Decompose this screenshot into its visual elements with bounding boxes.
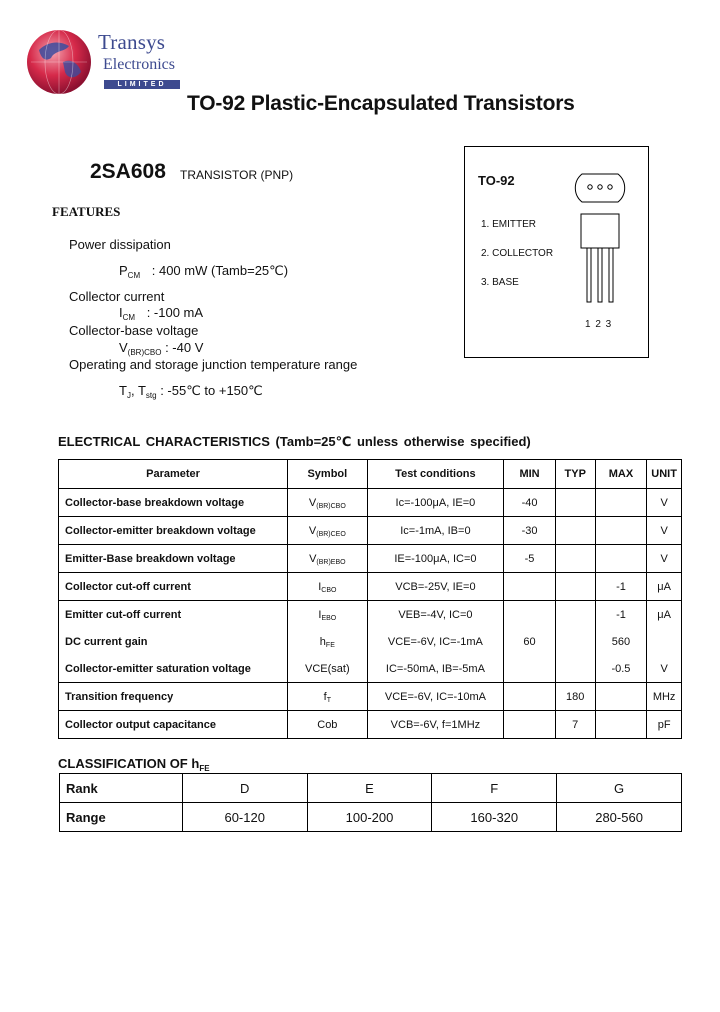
ec-table-row [59,545,682,573]
pcm-value: : 400 mW (Tamb=25℃) [151,263,289,278]
rank-g: G [557,774,682,803]
symbol-subscript: CBO [321,586,337,594]
conditions-cell: VCE=-6V, IC=-10mA [367,683,504,711]
classification-heading [58,756,210,771]
symbol-main: h [319,635,326,648]
header-typ: TYP [555,460,595,489]
typ-cell: 180 [555,683,595,711]
unit-cell: μA [647,573,682,601]
header-parameter: Parameter [59,460,288,489]
unit-cell: V [647,655,682,683]
range-g: 280-560 [557,803,682,832]
symbol-subscript: (BR)EBO [316,558,346,566]
brand-limited-bar: LIMITED [104,80,180,89]
package-title: TO-92 [478,173,515,188]
symbol-cell [288,573,368,601]
symbol-main: V [308,496,317,509]
ec-table-row [59,655,682,683]
unit-cell: V [647,517,682,545]
symbol-cell [288,711,368,739]
header-symbol: Symbol [288,460,368,489]
typ-cell: 7 [555,711,595,739]
tj-symbol: T [119,383,127,398]
unit-cell [647,628,682,655]
vcbo-line [119,340,203,355]
unit-cell: μA [647,601,682,629]
parameter-cell: Emitter-Base breakdown voltage [59,545,288,573]
symbol-main: Cob [317,718,338,731]
unit-cell: pF [647,711,682,739]
ec-table-row [59,683,682,711]
max-cell [595,517,647,545]
min-cell [504,655,556,683]
symbol-main: V [308,524,317,537]
rank-d: D [182,774,307,803]
symbol-cell [288,517,368,545]
parameter-cell: Collector-base breakdown voltage [59,489,288,517]
symbol-main: I [318,608,322,621]
conditions-cell: IE=-100μA, IC=0 [367,545,504,573]
typ-cell [555,573,595,601]
symbol-cell [288,683,368,711]
typ-cell [555,545,595,573]
symbol-cell [288,601,368,629]
icm-value: : -100 mA [146,305,204,320]
classification-heading-sub: FE [199,764,210,773]
vcbo-symbol: V [119,340,128,355]
parameter-cell: DC current gain [59,628,288,655]
symbol-main: I [318,580,322,593]
tstg-symbol: , T [130,383,146,398]
brand-name: Transys [98,30,166,54]
max-cell: -1 [595,573,647,601]
conditions-cell: VCB=-25V, IE=0 [367,573,504,601]
conditions-cell: VCE=-6V, IC=-1mA [367,628,504,655]
parameter-cell: Collector cut-off current [59,573,288,601]
range-d: 60-120 [182,803,307,832]
min-cell: -40 [504,489,556,517]
power-dissipation-label: Power dissipation [69,237,171,252]
globe-logo-icon [25,28,93,96]
max-cell: -0.5 [595,655,647,683]
rank-f: F [432,774,557,803]
icm-symbol: I [119,305,123,320]
temperature-value: : -55℃ to +150℃ [160,383,263,398]
min-cell: -30 [504,517,556,545]
max-cell [595,683,647,711]
classification-heading-text: CLASSIFICATION OF h [58,756,200,771]
conditions-cell: Ic=-100μA, IE=0 [367,489,504,517]
classification-table [59,773,682,832]
typ-cell [555,601,595,629]
rank-row [60,774,682,803]
collector-current-label: Collector current [69,289,165,304]
brand-subtitle: Electronics [103,56,175,73]
icm-subscript: CM [122,313,136,322]
parameter-cell: Collector output capacitance [59,711,288,739]
header-conditions: Test conditions [367,460,504,489]
symbol-subscript: FE [325,641,335,649]
cb-voltage-label: Collector-base voltage [69,323,199,338]
parameter-cell: Collector-emitter saturation voltage [59,655,288,683]
min-cell [504,711,556,739]
conditions-cell: VCB=-6V, f=1MHz [367,711,504,739]
parameter-cell: Transition frequency [59,683,288,711]
symbol-cell [288,628,368,655]
tj-subscript: J [126,391,131,400]
ec-header-row [59,460,682,489]
symbol-main: f [323,690,327,703]
header-max: MAX [595,460,647,489]
pin-label-collector: 2. COLLECTOR [481,248,554,259]
min-cell [504,573,556,601]
typ-cell [555,489,595,517]
typ-cell [555,517,595,545]
part-type: TRANSISTOR (PNP) [180,168,294,182]
tstg-subscript: stg [145,391,157,400]
unit-cell: V [647,545,682,573]
ec-table-row [59,573,682,601]
document-title: TO-92 Plastic-Encapsulated Transistors [187,92,575,115]
range-e: 100-200 [307,803,432,832]
rank-label: Rank [60,774,183,803]
ec-table-row [59,711,682,739]
header-min: MIN [504,460,556,489]
min-cell [504,683,556,711]
min-cell: 60 [504,628,556,655]
max-cell [595,489,647,517]
symbol-cell [288,489,368,517]
conditions-cell: VEB=-4V, IC=0 [367,601,504,629]
symbol-subscript: T [326,696,332,704]
unit-cell: V [647,489,682,517]
part-number: 2SA608 [90,160,166,183]
range-row [60,803,682,832]
typ-cell [555,655,595,683]
vcbo-value: : -40 V [165,340,204,355]
ec-table-row [59,628,682,655]
ec-table [58,459,682,739]
conditions-cell: Ic=-1mA, IB=0 [367,517,504,545]
conditions-cell: IC=-50mA, IB=-5mA [367,655,504,683]
ec-table-row [59,517,682,545]
range-f: 160-320 [432,803,557,832]
pcm-line [119,263,288,279]
typ-cell [555,628,595,655]
to92-package-drawing [574,168,626,308]
ec-table-row [59,601,682,629]
symbol-subscript: (BR)CBO [316,502,346,510]
pcm-subscript: CM [127,271,141,280]
ec-table-row [59,489,682,517]
symbol-subscript: EBO [321,614,337,622]
icm-line [119,305,203,320]
pin-label-emitter: 1. EMITTER [481,219,537,230]
max-cell: 560 [595,628,647,655]
features-heading: FEATURES [52,204,121,219]
parameter-cell: Emitter cut-off current [59,601,288,629]
vcbo-subscript: (BR)CBO [127,348,162,357]
pin-numbers: 1 2 3 [585,319,612,330]
unit-cell: MHz [647,683,682,711]
max-cell [595,711,647,739]
min-cell: -5 [504,545,556,573]
rank-e: E [307,774,432,803]
max-cell: -1 [595,601,647,629]
temperature-line [119,383,263,399]
pcm-symbol: P [119,263,128,278]
parameter-cell: Collector-emitter breakdown voltage [59,517,288,545]
symbol-cell [288,545,368,573]
symbol-cell [288,655,368,683]
temperature-label: Operating and storage junction temperature range [69,357,358,372]
pin-label-base: 3. BASE [481,277,519,288]
symbol-subscript: (BR)CEO [316,530,346,538]
symbol-main: VCE(sat) [305,662,350,675]
max-cell [595,545,647,573]
range-label: Range [60,803,183,832]
ec-heading: ELECTRICAL CHARACTERISTICS (Tamb=25℃ unless otherwise specified) [58,434,531,449]
symbol-main: V [309,552,317,565]
min-cell [504,601,556,629]
header-unit: UNIT [647,460,682,489]
